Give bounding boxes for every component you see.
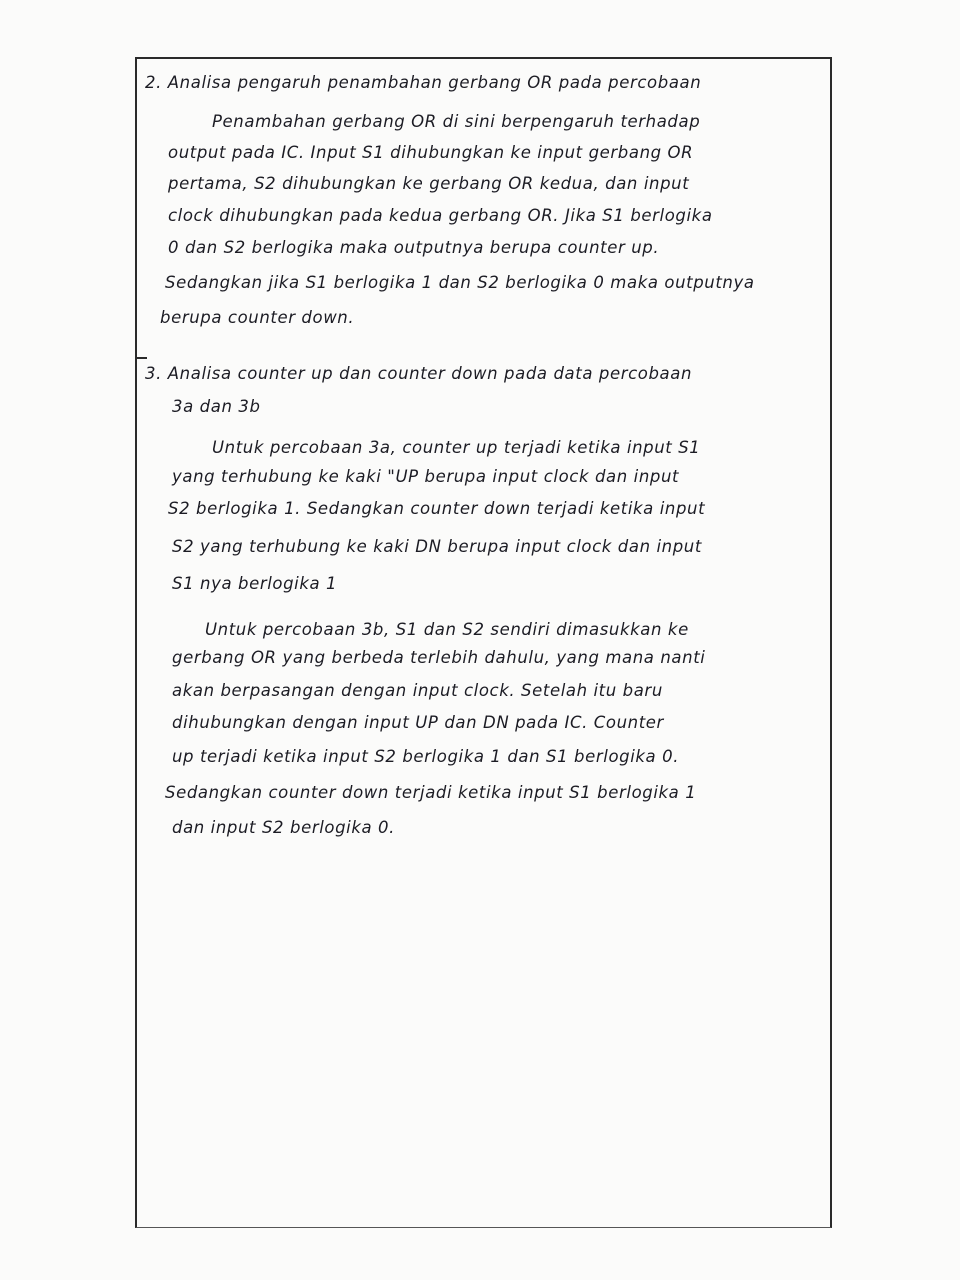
- text-line: clock dihubungkan pada kedua gerbang OR. Jika S1 berlogika: [168, 206, 713, 225]
- text-line: up terjadi ketika input S2 berlogika 1 dan S1 berlogika 0.: [172, 747, 680, 766]
- text-line: akan berpasangan dengan input clock. Setelah itu baru: [172, 681, 663, 700]
- text-line: berupa counter down.: [160, 308, 355, 327]
- text-line: S1 nya berlogika 1: [172, 574, 338, 593]
- text-line: gerbang OR yang berbeda terlebih dahulu, yang mana nanti: [172, 648, 706, 667]
- section-3-heading-cont: 3a dan 3b: [172, 397, 261, 416]
- text-line: Untuk percobaan 3a, counter up terjadi ketika input S1: [212, 438, 701, 457]
- text-line: dan input S2 berlogika 0.: [172, 818, 395, 837]
- text-line: Untuk percobaan 3b, S1 dan S2 sendiri dimasukkan ke: [205, 620, 689, 639]
- page-border: [135, 57, 832, 1228]
- section-3-heading: 3. Analisa counter up dan counter down pada data percobaan: [145, 364, 693, 383]
- text-line: yang terhubung ke kaki "UP berupa input clock dan input: [172, 467, 680, 486]
- text-line: pertama, S2 dihubungkan ke gerbang OR kedua, dan input: [168, 174, 690, 193]
- text-line: Sedangkan counter down terjadi ketika input S1 berlogika 1: [165, 783, 697, 802]
- text-line: output pada IC. Input S1 dihubungkan ke input gerbang OR: [168, 143, 694, 162]
- text-line: 0 dan S2 berlogika maka outputnya berupa counter up.: [168, 238, 660, 257]
- text-line: Penambahan gerbang OR di sini berpengaruh terhadap: [212, 112, 701, 131]
- section-2-heading: 2. Analisa pengaruh penambahan gerbang OR pada percobaan: [145, 73, 702, 92]
- text-line: S2 berlogika 1. Sedangkan counter down terjadi ketika input: [168, 499, 706, 518]
- text-line: dihubungkan dengan input UP dan DN pada IC. Counter: [172, 713, 664, 732]
- text-line: Sedangkan jika S1 berlogika 1 dan S2 berlogika 0 maka outputnya: [165, 273, 755, 292]
- text-line: S2 yang terhubung ke kaki DN berupa input clock dan input: [172, 537, 702, 556]
